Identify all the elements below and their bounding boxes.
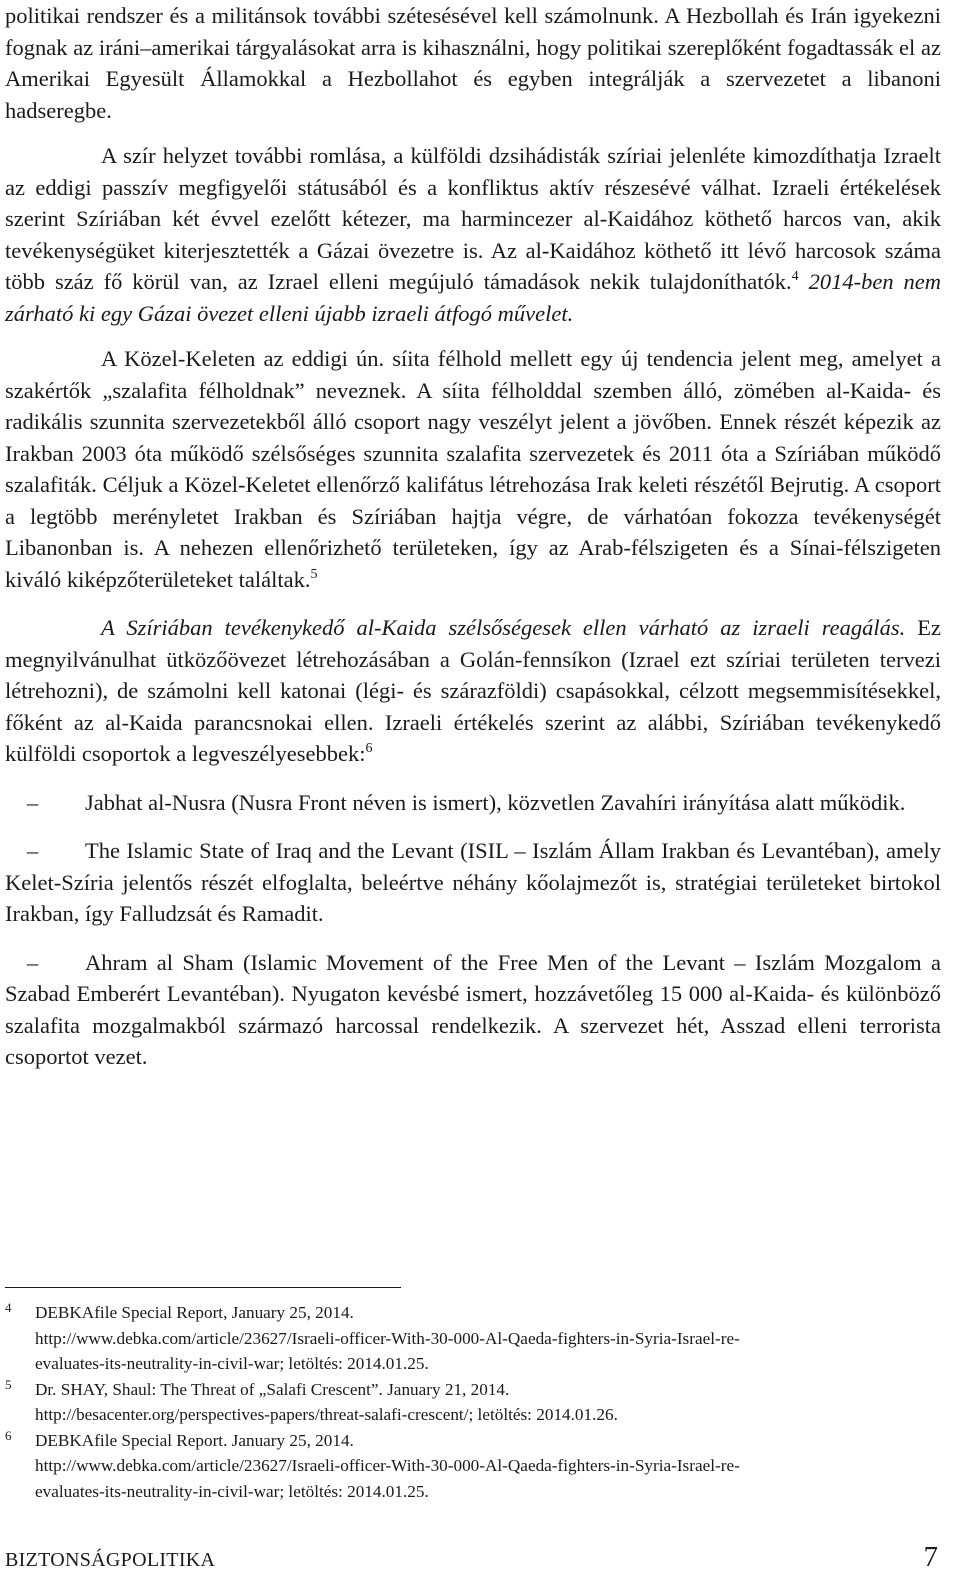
dash-marker: –	[27, 949, 39, 975]
paragraph-hezbollah: politikai rendszer és a militánsok további szétesésével kell számolnunk. A Hezbollah és Irán igyekezni fognak az iráni–amerikai tárgyalásokat arra is kihasználni, hogy politikai szereplőként fogadtassák el az Amerikai Egyesült Államokkal a Hezbollahot és egyben integrálják a szervezetet a libanoni hadseregbe.	[5, 3, 941, 123]
list-item-text: The Islamic State of Iraq and the Levant (ISIL – Iszlám Állam Irakban és Levantéban), amely Kelet-Szíria jelentős részét elfoglalta, beleértve néhány kőolajmezőt is, stratégiai területeket birtokol Irakban, így Falludzsát és Ramadit.	[5, 838, 941, 926]
list-item-nusra	[5, 787, 941, 819]
paragraph-text: A Közel-Keleten az eddigi ún. síita félhold mellett egy új tendencia jelent meg, amelyet a szakértők „szalafita félholdnak” neveznek. A síita félholddal szemben álló, zömében al-Kaida- és radikális szunnita szervezetekből álló csoport nagy veszélyt jelent a jövőben. Ennek részét képezik az Irakban 2003 óta működő szélsőséges szunnita szalafita szervezetek és 2011 óta a Szíriában működő szalafiták. Céljuk a Közel-Keletet ellenőrző kalifátus létrehozása Irak keleti részétől Bejrutig. A csoport a legtöbb merényletet Irakban és Szíriában hajtja végre, de várhatóan fokozza tevékenységét Libanonban is. A nehezen ellenőrizhető területeken, így az Arab-félszigeten és a Sínai-félszigeten kiváló kiképzőterületeket találtak.	[5, 346, 941, 592]
body-text	[5, 0, 941, 1073]
footnote-line: DEBKAfile Special Report. January 25, 2014.	[35, 1430, 354, 1450]
footnote-link: http://besacenter.org/perspectives-papers/threat-salafi-crescent/; letöltés: 2014.01.26.	[35, 1405, 618, 1424]
italic-text: A Szíriában tevékenykedő al-Kaida szélsőségesek ellen várható az izraeli reagálás.	[101, 615, 906, 640]
footnote-number: 4	[5, 1300, 12, 1315]
footnote-line: evaluates-its-neutrality-in-civil-war; letöltés: 2014.01.25.	[35, 1481, 429, 1501]
footnote-divider	[5, 1287, 401, 1288]
list-item-text: Jabhat al-Nusra (Nusra Front néven is ismert), közvetlen Zavahíri irányítása alatt működik.	[85, 789, 906, 815]
italic-text: 2014-ben nem zárható ki egy Gázai övezet elleni újabb izraeli átfogó művelet.	[5, 269, 942, 326]
dash-marker: –	[27, 838, 39, 863]
page-footer	[5, 1541, 938, 1585]
footnote-number: 5	[5, 1376, 12, 1392]
paragraph-syria-situation	[5, 140, 941, 329]
footnote-4	[5, 1300, 941, 1377]
footnote-5	[5, 1377, 941, 1428]
paragraph-text: Ez megnyilvánulhat ütközőövezet létrehozásában a Golán-fennsíkon (Izrael ezt szíriai területen tervezi létrehozni), de számolni kell katonai (légi- és szárazföldi) csapásokkal, célzott megsemmisítésekkel, főként az al-Kaida parancsnokai ellen. Izraeli értékelés szerint az alábbi, Szíriában tevékenykedő külföldi csoportok a legveszélyesebbek:	[5, 615, 942, 766]
footnote-line: DEBKAfile Special Report, January 25, 2014.	[35, 1303, 354, 1322]
paragraph-salafi-crescent	[5, 343, 941, 595]
footnote-ref-4: 4	[791, 269, 799, 284]
list-item-isil	[5, 835, 941, 930]
footnote-line: Dr. SHAY, Shaul: The Threat of „Salafi Crescent”. January 21, 2014.	[35, 1379, 510, 1399]
footnote-link: http://www.debka.com/article/23627/Israeli-officer-With-30-000-Al-Qaeda-fighters-in-Syria-Israel-re-	[35, 1328, 740, 1348]
footnote-ref-5: 5	[310, 566, 318, 582]
dash-marker: –	[27, 789, 39, 815]
journal-name: BIZTONSÁGPOLITIKA	[5, 1549, 216, 1571]
page-number: 7	[923, 1541, 938, 1573]
footnote-number: 6	[5, 1427, 12, 1443]
footnote-link: http://www.debka.com/article/23627/Israeli-officer-With-30-000-Al-Qaeda-fighters-in-Syria-Israel-re-	[35, 1456, 740, 1475]
list-item-ahram	[5, 947, 941, 1073]
footnotes	[5, 1300, 941, 1504]
footnote-line: evaluates-its-neutrality-in-civil-war; letöltés: 2014.01.25.	[35, 1354, 429, 1373]
footnote-ref-6: 6	[365, 741, 373, 756]
footnote-6	[5, 1428, 941, 1505]
list-item-text: Ahram al Sham (Islamic Movement of the Free Men of the Levant – Iszlám Mozgalom a Szabad Emberért Levantéban). Nyugaton kevésbé ismert, hozzávetőleg 15 000 al-Kaida- és különböző szalafita mozgalmakból származó harcossal rendelkezik. A szervezet hét, Asszad elleni terrorista csoportot vezet.	[5, 949, 941, 1069]
paragraph-israeli-reaction	[5, 612, 941, 770]
paragraph-text: A szír helyzet további romlása, a külföldi dzsihádisták szíriai jelenléte kimozdíthatja Izraelt az eddigi passzív megfigyelői státusából és a konfliktus aktív részesévé válhat. Izraeli értékelések szerint Szíriában két évvel ezelőtt kétezer, ma harmincezer al-Kaidához köthető harcos van, akik tevékenységüket kiterjesztették a Gázai övezetre is. Az al-Kaidához köthető itt lévő harcosok száma több száz fő körül van, az Izrael elleni megújuló támadások nekik tulajdoníthatók.	[5, 143, 941, 294]
